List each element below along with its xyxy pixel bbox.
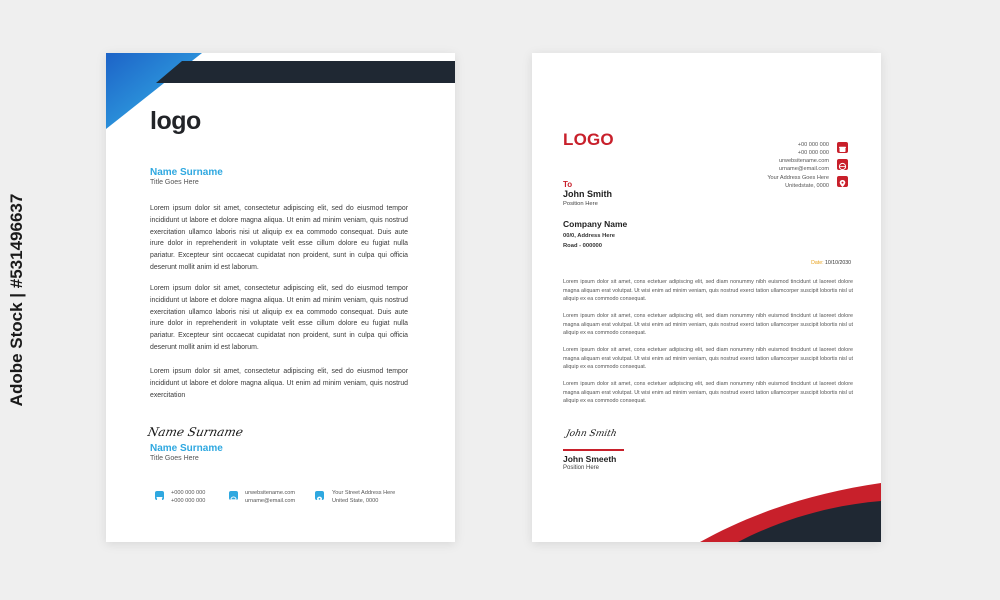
footer-phones xyxy=(171,489,205,505)
globe-icon xyxy=(229,491,238,500)
company-name: Company Name xyxy=(563,219,628,229)
phone-1: +00 000 000 xyxy=(797,142,829,148)
address-line-1: Your Street Address Here xyxy=(332,490,396,496)
footer-wave xyxy=(532,53,881,542)
body-paragraph: Lorem ipsum dolor sit amet, consectetur adipiscing elit, sed do eiusmod tempor incididunt ut labore et dolore magna aliqua. Ut enim ad minim veniam, quis nostrud exercitation ullamco laboris nisi ut aliquip ex ea commodo consequat. Duis aute irure dolor in reprehenderit in voluptate velit esse cillum dolore eu fugiat nulla pariatur. Excepteur sint occaecat cupidatat non proident, sunt in culpa qui officia deserunt mollit anim id est laborum. xyxy=(150,285,408,351)
signer-position: Position Here xyxy=(563,465,600,471)
letterhead-red xyxy=(532,53,881,542)
location-pin-icon xyxy=(315,491,324,500)
body-paragraph: Lorem ipsum dolor sit amet, consectetur adipiscing elit, sed do eiusmod tempor incididunt ut labore et dolore magna aliqua. Ut enim ad minim veniam, quis nostrud exercitation xyxy=(150,368,408,399)
signature: John Smith xyxy=(564,429,618,439)
letterhead-blue xyxy=(106,53,455,542)
footer-web xyxy=(245,489,295,505)
body-paragraph: Lorem ipsum dolor sit amet, cons ectetuer adipiscing elit, sed diam nonummy nibh euismod tincidunt ut laoreet dolore magna aliquam erat volutpat. Ut wisi enim ad minim veniam, quis nostrud exerci tation ullamcorper suscipit lobortis nisl ut aliquip ex ea commodo consequat. xyxy=(563,347,853,370)
date-label: Date: xyxy=(811,260,824,266)
body-paragraph: Lorem ipsum dolor sit amet, consectetur adipiscing elit, sed do eiusmod tempor incididunt ut labore et dolore magna aliqua. Ut enim ad minim veniam, quis nostrud exercitation ullamco laboris nisi ut aliquip ex ea commodo consequat. Duis aute irure dolor in reprehenderit in voluptate velit esse cillum dolore eu fugiat nulla pariatur. Excepteur sint occaecat cupidatat non proident, sunt in culpa qui officia deserunt mollit anim id est laborum. xyxy=(150,205,408,271)
phone-icon xyxy=(155,491,164,500)
phone-2: +00 000 000 xyxy=(797,150,829,156)
stock-id-label: Adobe Stock | #531496637 xyxy=(7,193,26,407)
sender-title: Title Goes Here xyxy=(150,179,199,186)
body-paragraph: Lorem ipsum dolor sit amet, cons ectetuer adipiscing elit, sed diam nonummy nibh euismod tincidunt ut laoreet dolore magna aliquam erat volutpat. Ut wisi enim ad minim veniam, quis nostrud exerci tation ullamcorper suscipit lobortis nisl ut aliquip ex ea commodo consequat. xyxy=(563,313,853,336)
email: urname@email.com xyxy=(778,166,829,172)
address-line-1: 00/0, Address Here xyxy=(563,233,615,239)
footer-address xyxy=(332,489,395,505)
address-line-2: Unitedstate, 0000 xyxy=(785,183,829,189)
address-line-1: Your Address Goes Here xyxy=(767,175,829,181)
recipient-name: John Smith xyxy=(563,189,612,199)
website: urwebsitename.com xyxy=(778,158,829,164)
signature: Name Surname xyxy=(146,425,245,439)
website: urwebsitename.com xyxy=(245,490,296,496)
date-value: 10/10/2030 xyxy=(825,260,851,266)
sender-name: Name Surname xyxy=(150,167,223,178)
address-line-2: United State, 0000 xyxy=(332,498,379,504)
body-paragraph: Lorem ipsum dolor sit amet, cons ectetuer adipiscing elit, sed diam nonummy nibh euismod tincidunt ut laoreet dolore magna aliquam erat volutpat. Ut wisi enim ad minim veniam, quis nostrud exerci tation ullamcorper suscipit lobortis nisl ut aliquip ex ea commodo consequat. xyxy=(563,381,853,404)
logo-text: LOGO xyxy=(563,130,614,149)
signer-name: Name Surname xyxy=(150,443,223,454)
signer-name: John Smeeth xyxy=(563,454,617,464)
phone-1: +000 000 000 xyxy=(171,490,206,496)
recipient-position: Position Here xyxy=(563,201,598,207)
signer-title: Title Goes Here xyxy=(150,455,199,462)
to-label: To xyxy=(563,180,573,189)
phone-2: +000 000 000 xyxy=(171,498,206,504)
logo-text: logo xyxy=(150,107,201,135)
address-line-2: Road - 000000 xyxy=(563,243,602,249)
email: urname@email.com xyxy=(245,498,296,504)
navy-header-bar xyxy=(156,61,455,83)
body-paragraph: Lorem ipsum dolor sit amet, cons ectetuer adipiscing elit, sed diam nonummy nibh euismod tincidunt ut laoreet dolore magna aliquam erat volutpat. Ut wisi enim ad minim veniam, quis nostrud exerci tation ullamcorper suscipit lobortis nisl ut aliquip ex ea commodo consequat. xyxy=(563,279,853,302)
